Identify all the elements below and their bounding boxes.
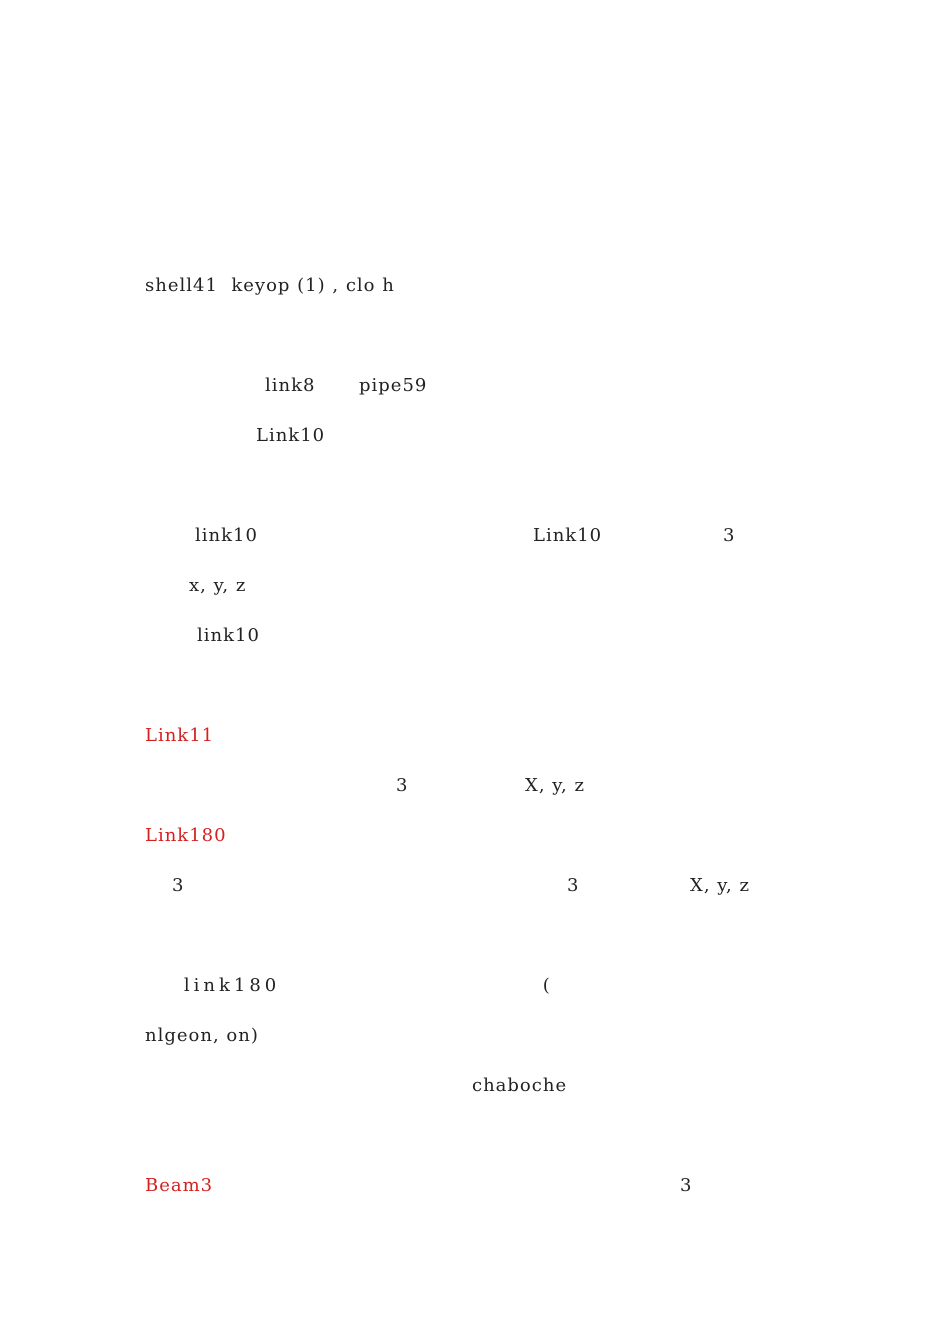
text-segment: link10 [195, 525, 346, 546]
text-segment [145, 571, 158, 601]
text-line [0, 871, 950, 901]
text-segment [145, 371, 179, 401]
text-segment [145, 1071, 239, 1101]
text-segment [145, 471, 253, 501]
text-segment: pipe59 [359, 375, 542, 396]
text-line [0, 671, 950, 701]
text-segment: 3 [567, 875, 614, 896]
text-segment [145, 121, 226, 151]
text-segment: X, y, z [690, 875, 777, 896]
text-line [0, 721, 950, 751]
text-segment [145, 621, 158, 651]
text-line [0, 1171, 950, 1201]
text-segment [145, 921, 360, 951]
text-segment: X, y, z [525, 775, 659, 796]
text-segment: 3 [680, 1175, 727, 1196]
text-segment: nlgeon, on) [145, 1025, 448, 1046]
text-line [0, 521, 950, 551]
text-line [0, 1021, 950, 1051]
element-name-link11: Link11 [145, 725, 215, 746]
text-segment: shell41 keyop (1) , clo h [145, 275, 476, 296]
text-segment [342, 171, 423, 201]
text-segment [228, 821, 430, 851]
text-line [0, 1071, 950, 1101]
text-segment: 3 [172, 875, 272, 896]
text-line [0, 271, 950, 301]
text-segment [450, 871, 484, 901]
text-segment: 3 [723, 525, 770, 546]
text-segment: Link10 [256, 425, 480, 446]
text-line [0, 421, 950, 451]
text-segment [650, 171, 697, 201]
text-line [0, 621, 950, 651]
text-line [0, 171, 950, 201]
text-line [0, 221, 950, 251]
text-segment [204, 1171, 372, 1201]
text-segment [650, 471, 697, 501]
text-segment [145, 421, 179, 451]
text-segment [145, 221, 253, 251]
text-segment: Link10 [533, 525, 636, 546]
text-segment [145, 1121, 158, 1151]
text-segment [542, 321, 623, 351]
text-segment [497, 471, 544, 501]
text-line [0, 771, 950, 801]
text-segment [145, 521, 158, 551]
text-segment: link180 ( [145, 975, 651, 996]
text-segment [145, 871, 152, 901]
text-segment: chaboche [472, 1075, 635, 1096]
element-name-link180: Link180 [145, 825, 227, 846]
text-line [0, 921, 950, 951]
text-line [0, 1121, 950, 1151]
text-segment [373, 321, 427, 351]
text-segment: link10 [197, 625, 442, 646]
text-line [0, 371, 950, 401]
text-segment [222, 721, 424, 751]
text-segment [145, 671, 192, 701]
text-line [0, 571, 950, 601]
text-line [0, 121, 950, 151]
text-line [0, 971, 950, 1001]
text-segment: x, y, z [189, 575, 422, 596]
text-segment [145, 771, 219, 801]
text-segment: 3 [396, 775, 443, 796]
element-name-beam3: Beam3 [145, 1175, 214, 1196]
text-segment [145, 321, 219, 351]
text-line [0, 471, 950, 501]
text-segment [498, 221, 565, 251]
text-line [0, 321, 950, 351]
text-segment [145, 171, 206, 201]
text-line [0, 821, 950, 851]
text-segment [718, 221, 745, 251]
text-segment: link8 [265, 375, 323, 396]
